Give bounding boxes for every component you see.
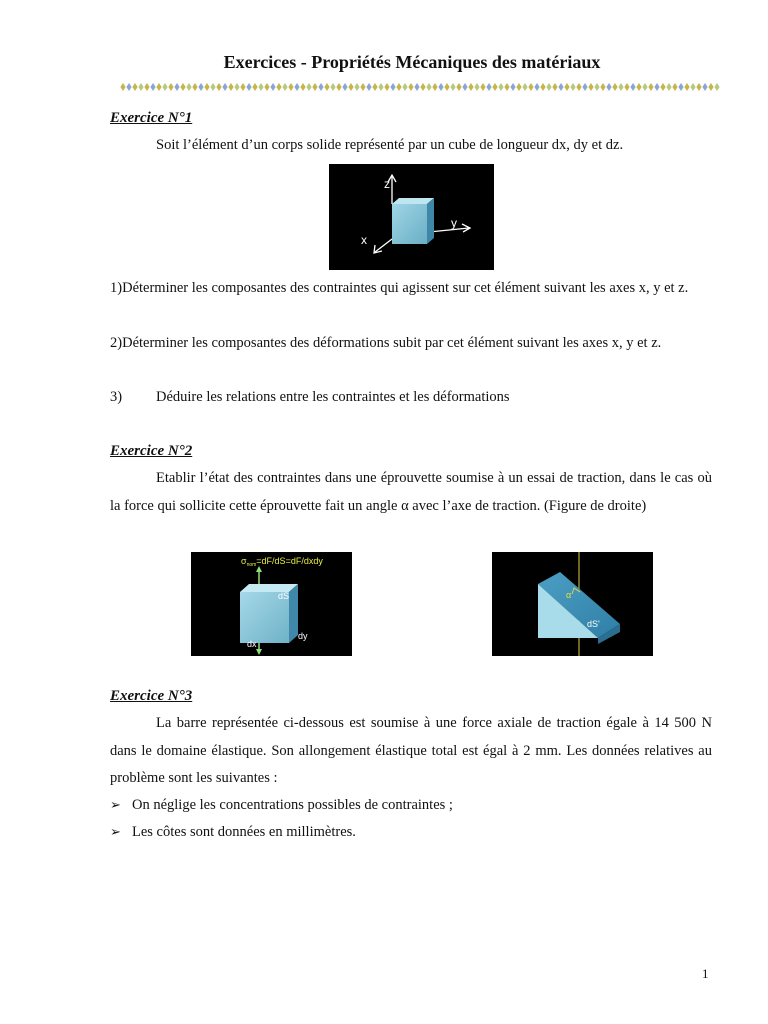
divider-diamond	[510, 83, 515, 91]
divider-diamond	[288, 83, 293, 91]
divider-diamond	[210, 83, 215, 91]
divider-diamond	[516, 83, 521, 91]
inclined-section-figure	[492, 552, 653, 656]
divider-diamond	[180, 83, 185, 91]
divider-diamond	[540, 83, 545, 91]
divider-diamond	[570, 83, 575, 91]
divider-diamond	[186, 83, 191, 91]
divider-diamond	[666, 83, 671, 91]
tensile-cube-figure	[191, 552, 352, 656]
divider-diamond	[264, 83, 269, 91]
divider-diamond	[690, 83, 695, 91]
alpha-label: α	[566, 590, 572, 600]
divider-diamond	[174, 83, 179, 91]
divider-diamond	[498, 83, 503, 91]
stress-formula: =dF/dS=dF/dxdy	[256, 556, 323, 566]
divider-diamond	[162, 83, 167, 91]
divider-diamond	[660, 83, 665, 91]
arrow-bullet-icon: ➢	[110, 825, 121, 840]
ds-label: dS	[278, 591, 290, 601]
divider-diamond	[624, 83, 629, 91]
divider-diamond	[402, 83, 407, 91]
exercise3-bullet-1: ➢ On néglige les concentrations possibles de contraintes ;	[110, 797, 453, 813]
divider-diamond	[234, 83, 239, 91]
divider-diamond	[546, 83, 551, 91]
divider-diamond	[534, 83, 539, 91]
divider-diamond	[216, 83, 221, 91]
divider-diamond	[606, 83, 611, 91]
divider-diamond	[366, 83, 371, 91]
cube-axes-figure	[329, 164, 494, 270]
divider-diamond	[258, 83, 263, 91]
divider-diamond	[198, 83, 203, 91]
divider-diamond	[204, 83, 209, 91]
divider-diamond	[342, 83, 347, 91]
divider-diamond	[294, 83, 299, 91]
divider-diamond	[318, 83, 323, 91]
divider-diamond	[600, 83, 605, 91]
divider-diamond	[432, 83, 437, 91]
divider-diamond	[654, 83, 659, 91]
divider-diamond	[612, 83, 617, 91]
divider-diamond	[672, 83, 677, 91]
divider-diamond	[252, 83, 257, 91]
divider-diamond	[138, 83, 143, 91]
exercise3-heading: Exercice N°3	[110, 688, 193, 704]
divider-diamond	[306, 83, 311, 91]
divider-diamond	[276, 83, 281, 91]
axis-label-z: z	[384, 177, 390, 191]
sigma-subscript: nom	[246, 562, 257, 568]
document-title: Exercices - Propriétés Mécaniques des matériaux	[223, 52, 601, 72]
divider-diamond	[462, 83, 467, 91]
divider-diamond	[144, 83, 149, 91]
exercise3-bullet-2: ➢ Les côtes sont données en millimètres.	[110, 824, 356, 840]
decorative-divider	[120, 82, 720, 92]
dx-label: dx	[247, 639, 257, 649]
divider-diamond	[504, 83, 509, 91]
divider-diamond	[678, 83, 683, 91]
divider-diamond	[282, 83, 287, 91]
divider-diamond	[120, 83, 125, 91]
arrow-bullet-icon: ➢	[110, 798, 121, 813]
divider-diamond	[420, 83, 425, 91]
divider-diamond	[228, 83, 233, 91]
divider-diamond	[168, 83, 173, 91]
divider-diamond	[150, 83, 155, 91]
divider-diamond	[348, 83, 353, 91]
divider-diamond	[486, 83, 491, 91]
divider-diamond	[582, 83, 587, 91]
divider-diamond	[414, 83, 419, 91]
exercise1-question-2: 2)Déterminer les composantes des déformations subit par cet élément suivant les axes x, y et z.	[110, 335, 662, 351]
divider-diamond	[684, 83, 689, 91]
divider-diamond	[594, 83, 599, 91]
divider-diamond	[714, 83, 719, 91]
divider-diamond	[300, 83, 305, 91]
exercise1-intro: Soit l’élément d’un corps solide représenté par un cube de longueur dx, dy et dz.	[156, 137, 624, 153]
divider-diamond	[474, 83, 479, 91]
exercise2-heading: Exercice N°2	[110, 443, 193, 459]
divider-diamond	[246, 83, 251, 91]
exercise2-text: Etablir l’état des contraintes dans une éprouvette soumise à un essai de traction, dans le cas où la force qui sollicite cette éprouvette fait un angle α avec l’axe de traction. (Figure de droite)	[110, 470, 712, 514]
svg-text:σnom=dF/dS=dF/dxdy	[241, 556, 323, 568]
divider-diamond	[618, 83, 623, 91]
divider-diamond	[270, 83, 275, 91]
divider-diamond	[450, 83, 455, 91]
divider-diamond	[552, 83, 557, 91]
divider-diamond	[384, 83, 389, 91]
divider-diamond	[354, 83, 359, 91]
divider-diamond	[588, 83, 593, 91]
divider-diamond	[444, 83, 449, 91]
divider-diamond	[708, 83, 713, 91]
page-number: 1	[702, 966, 709, 981]
divider-diamond	[396, 83, 401, 91]
divider-diamond	[558, 83, 563, 91]
sigma-symbol: σ	[241, 556, 247, 566]
divider-diamond	[426, 83, 431, 91]
divider-diamond	[222, 83, 227, 91]
divider-diamond	[702, 83, 707, 91]
divider-diamond	[330, 83, 335, 91]
divider-diamond	[390, 83, 395, 91]
divider-diamond	[156, 83, 161, 91]
divider-diamond	[648, 83, 653, 91]
divider-diamond	[630, 83, 635, 91]
exercise3-text: La barre représentée ci-dessous est soumise à une force axiale de traction égale à 14 500 N dans le domaine élastique. Son allongement élastique total est égal à 2 mm. Les données relatives au problème sont les suivantes :	[110, 715, 712, 786]
exercise1-question-1: 1)Déterminer les composantes des contraintes qui agissent sur cet élément suivant les axes x, y et z.	[110, 280, 689, 296]
divider-diamond	[492, 83, 497, 91]
divider-diamond	[564, 83, 569, 91]
divider-diamond	[336, 83, 341, 91]
divider-diamond	[126, 83, 131, 91]
divider-diamond	[372, 83, 377, 91]
divider-diamond	[240, 83, 245, 91]
ds-prime-label: dS'	[587, 619, 600, 629]
divider-diamond	[696, 83, 701, 91]
exercise1-heading: Exercice N°1	[110, 110, 193, 126]
exercise1-question-3: 3) Déduire les relations entre les contraintes et les déformations	[110, 389, 510, 405]
divider-diamond	[642, 83, 647, 91]
divider-diamond	[438, 83, 443, 91]
dy-label: dy	[298, 631, 308, 641]
divider-diamond	[360, 83, 365, 91]
axis-label-y: y	[451, 216, 457, 230]
divider-diamond	[312, 83, 317, 91]
divider-diamond	[456, 83, 461, 91]
divider-diamond	[324, 83, 329, 91]
divider-diamond	[468, 83, 473, 91]
divider-diamond	[192, 83, 197, 91]
divider-diamond	[480, 83, 485, 91]
divider-diamond	[522, 83, 527, 91]
divider-diamond	[132, 83, 137, 91]
divider-diamond	[528, 83, 533, 91]
divider-diamond	[576, 83, 581, 91]
divider-diamond	[378, 83, 383, 91]
divider-diamond	[408, 83, 413, 91]
axis-label-x: x	[361, 233, 367, 247]
divider-diamond	[636, 83, 641, 91]
